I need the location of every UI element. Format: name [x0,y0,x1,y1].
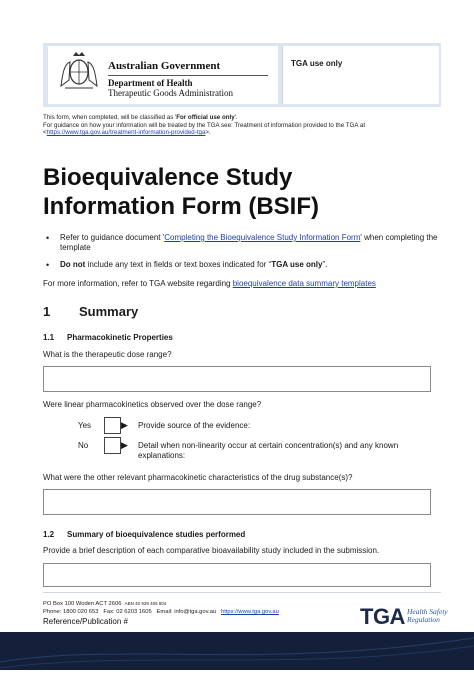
bullet-text-end: ”. [322,260,328,269]
notice-text-end: '. [234,114,238,121]
section-number: 1 [43,304,51,319]
page-title [43,163,443,221]
department-name: Department of Health [108,78,193,88]
list-item [43,260,443,270]
gov-rule [108,75,268,76]
reference-publication: Reference/Publication # [43,617,128,626]
footer-divider [43,592,441,593]
tga-use-only-box [282,46,439,104]
other-pk-field[interactable] [43,489,431,515]
section-title: Summary [79,304,139,319]
question-other-pk: What were the other relevant pharmacokinetic characteristics of the drug substance(s)? [43,473,353,482]
tga-logo: TGA [360,604,405,629]
instruction-list [43,233,443,277]
yes-label: Yes [78,421,92,430]
subsection-number: 1.1 [43,333,55,342]
government-wordmark [108,60,268,98]
subsection-title: Summary of bioequivalence studies performed [67,530,246,539]
bullet-text: include any text in fields or text boxes indicated for “ [85,260,272,269]
subsection-heading-1-2 [43,530,245,539]
tagline-line-2: Regulation [407,615,440,624]
email-link[interactable]: info@tga.gov.au [174,609,217,615]
bullet-text: Refer to guidance document ' [60,233,165,242]
notice-bracket-open: < [43,129,47,136]
bullet-emphasis-2: TGA use only [271,260,323,269]
study-description-field[interactable] [43,563,431,587]
notice-bracket-close: >. [205,129,211,136]
phone-label: Phone: [43,609,62,615]
tga-use-only-label: TGA use only [291,59,343,68]
more-info [43,279,443,288]
fax-number: 02 6203 1605 [116,609,152,615]
fax-label: Fax: [103,609,115,615]
gov-name: Australian Government [108,60,221,72]
question-study-description: Provide a brief description of each comparative bioavailability study included in the submission. [43,546,380,555]
no-label: No [78,441,89,450]
question-dose-range: What is the therapeutic dose range? [43,350,172,359]
title-line-2: Information Form (BSIF) [43,193,319,220]
notice-text: This form, when completed, will be classified as ' [43,114,177,121]
more-info-text: For more information, refer to TGA website regarding [43,279,233,288]
arrow-right-icon: ▶ [121,420,128,430]
dose-range-field[interactable] [43,366,431,392]
coat-of-arms-icon [53,50,105,94]
bullet-emphasis: Do not [60,260,86,269]
no-description: Detail when non-linearity occur at certain concentration(s) and any known explanations: [138,441,399,460]
question-linear-pk: Were linear pharmacokinetics observed over the dose range? [43,400,262,409]
guidance-document-link[interactable]: Completing the Bioequivalence Study Information Form [164,233,361,242]
email-label: Email: [156,609,173,615]
section-heading [43,304,138,319]
notice-guidance: For guidance on how your information will be treated by the TGA see: Treatment of information provided to the TGA at [43,121,366,129]
treatment-info-link[interactable]: https://www.tga.gov.au/treatment-information-provided-tga [46,129,206,136]
subsection-number: 1.2 [43,530,55,539]
templates-link[interactable]: bioequivalence data summary templates [232,279,376,288]
yes-description: Provide source of the evidence: [138,421,251,430]
footer-contact [43,600,279,616]
footer-decoration [0,632,474,670]
yes-checkbox[interactable] [104,417,121,434]
no-checkbox[interactable] [104,437,121,454]
footer-address: PO Box 100 Woden ACT 2606 [43,601,122,607]
website-link[interactable]: https://www.tga.gov.au [220,609,279,615]
classification-notice [43,114,443,137]
tga-logo-tagline [407,608,448,624]
title-line-1: Bioequivalence Study [43,164,293,191]
phone-number: 1800 020 653 [63,609,99,615]
subsection-title: Pharmacokinetic Properties [67,333,173,342]
arrow-right-icon: ▶ [121,440,128,450]
footer-band [0,632,474,670]
tagline-line-1: Health Safety [407,607,448,616]
bullet-text-end: ' when completing the template [60,233,438,252]
notice-classification: For official use only [176,114,235,121]
subsection-heading-1-1 [43,333,173,342]
footer-abn: ABN 40 939 406 804 [124,601,167,606]
agency-name: Therapeutic Goods Administration [108,88,233,98]
list-item [43,233,443,253]
